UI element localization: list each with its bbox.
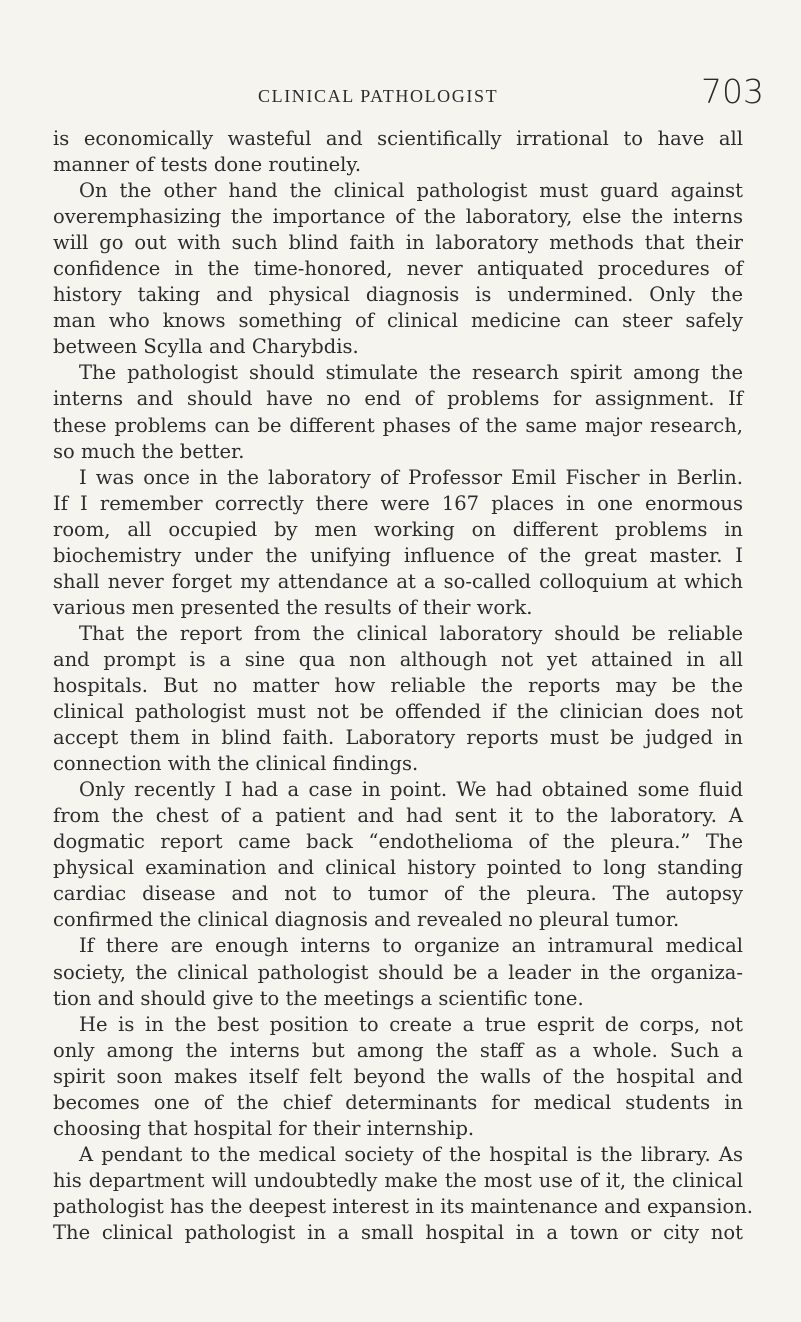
- text-line: confidence in the time-honored, never antiquated procedures of: [53, 257, 743, 281]
- text-line: choosing that hospital for their internship.: [53, 1116, 475, 1140]
- text-line: On the other hand the clinical pathologist must guard against: [79, 179, 743, 203]
- text-line: overemphasizing the importance of the laboratory, else the interns: [53, 205, 743, 229]
- text-line: biochemistry under the unifying influence of the great master. I: [53, 543, 743, 567]
- body-text: [53, 126, 753, 1246]
- text-line: If I remember correctly there were 167 places in one enormous: [53, 491, 743, 515]
- text-line: various men presented the results of their work.: [53, 595, 533, 619]
- text-line: only among the interns but among the staff as a whole. Such a: [53, 1038, 743, 1062]
- running-header: [0, 70, 801, 114]
- text-line: so much the better.: [53, 439, 245, 463]
- text-line: He is in the best position to create a true esprit de corps, not: [79, 1012, 743, 1036]
- paragraph: [53, 1012, 743, 1142]
- paragraph: [53, 933, 743, 1011]
- text-line: A pendant to the medical society of the hospital is the library. As: [79, 1142, 743, 1166]
- text-line: tion and should give to the meetings a scientific tone.: [53, 986, 584, 1010]
- text-line: becomes one of the chief determinants for medical students in: [53, 1090, 743, 1114]
- text-line: manner of tests done routinely.: [53, 153, 362, 177]
- text-line: pathologist has the deepest interest in its maintenance and expansion.: [53, 1194, 753, 1218]
- text-line: The clinical pathologist in a small hospital in a town or city not: [53, 1220, 743, 1244]
- text-line: confirmed the clinical diagnosis and revealed no pleural tumor.: [53, 908, 680, 932]
- text-line: his department will undoubtedly make the most use of it, the clinical: [53, 1168, 743, 1192]
- text-line: spirit soon makes itself felt beyond the walls of the hospital and: [53, 1064, 743, 1088]
- page-number: 703: [701, 72, 764, 111]
- text-line: connection with the clinical findings.: [53, 752, 419, 776]
- text-line: dogmatic report came back “endothelioma of the pleura.” The: [53, 830, 743, 854]
- paragraph: [53, 1142, 753, 1246]
- text-line: room, all occupied by men working on different problems in: [53, 517, 743, 541]
- text-line: between Scylla and Charybdis.: [53, 335, 359, 359]
- text-line: interns and should have no end of problems for assignment. If: [53, 387, 743, 411]
- text-line: clinical pathologist must not be offended if the clinician does not: [53, 700, 743, 724]
- paragraph: [53, 126, 743, 178]
- paragraph: [53, 465, 743, 621]
- running-title: CLINICAL PATHOLOGIST: [258, 86, 499, 106]
- text-line: these problems can be different phases of the same major research,: [53, 413, 743, 437]
- text-line: will go out with such blind faith in laboratory methods that their: [53, 231, 743, 255]
- paragraph: [53, 777, 743, 933]
- text-line: is economically wasteful and scientifically irrational to have all: [53, 127, 743, 150]
- text-line: hospitals. But no matter how reliable the reports may be the: [53, 673, 743, 697]
- paragraph: [53, 360, 743, 464]
- text-line: That the report from the clinical laboratory should be reliable: [79, 621, 743, 645]
- text-line: I was once in the laboratory of Professor Emil Fischer in Berlin.: [79, 465, 743, 489]
- text-line: society, the clinical pathologist should be a leader in the organiza-: [53, 960, 743, 984]
- text-line: accept them in blind faith. Laboratory reports must be judged in: [53, 726, 743, 750]
- text-line: Only recently I had a case in point. We had obtained some fluid: [79, 778, 743, 802]
- paragraph: [53, 621, 743, 777]
- text-line: man who knows something of clinical medicine can steer safely: [53, 309, 743, 333]
- text-line: cardiac disease and not to tumor of the pleura. The autopsy: [53, 882, 743, 906]
- text-line: history taking and physical diagnosis is undermined. Only the: [53, 283, 743, 307]
- paragraph: [53, 178, 743, 360]
- text-line: If there are enough interns to organize an intramural medical: [79, 934, 743, 958]
- text-line: and prompt is a sine qua non although not yet attained in all: [53, 647, 743, 671]
- text-line: from the chest of a patient and had sent it to the laboratory. A: [53, 804, 743, 828]
- text-line: physical examination and clinical history pointed to long standing: [53, 856, 743, 880]
- text-line: shall never forget my attendance at a so-called colloquium at which: [53, 569, 743, 593]
- text-line: The pathologist should stimulate the research spirit among the: [79, 361, 743, 385]
